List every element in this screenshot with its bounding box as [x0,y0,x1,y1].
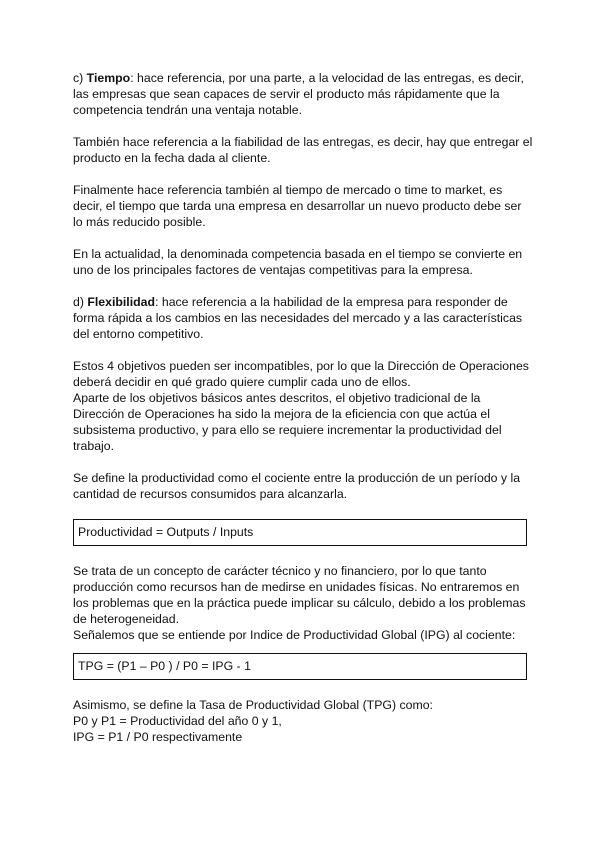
paragraph-ipg-def: IPG = P1 / P0 respectivamente [73,730,243,744]
formula-productividad-box [73,519,527,546]
formula-tpg: TPG = (P1 – P0 ) / P0 = IPG - 1 [78,659,251,673]
paragraph-fiabilidad: También hace referencia a la fiabilidad de las entregas, es decir, hay que entregar el producto en la fecha dada al cliente. [73,135,533,165]
flex-term: Flexibilidad [87,295,156,309]
paragraph-asimismo: Asimismo, se define la Tasa de Productividad Global (TPG) como: [73,698,433,712]
flex-text: : hace referencia a la habilidad de la empresa para responder de forma rápida a los cambios en las necesidades del mercado y a las características del entorno competitivo. [73,295,523,341]
formula-tpg-box [73,653,527,680]
formula-productividad: Productividad = Outputs / Inputs [78,525,254,539]
paragraph-tiempo [73,70,534,118]
paragraph-competencia: En la actualidad, la denominada competencia basada en el tiempo se convierte en uno de los principales factores de ventajas competitivas para la empresa. [73,247,523,277]
paragraph-time-to-market: Finalmente hace referencia también al tiempo de mercado o time to market, es decir, el tiempo que tarda una empresa en desarrollar un nuevo producto debe ser lo más reducido posible. [73,183,522,229]
tiempo-text: : hace referencia, por una parte, a la velocidad de las entregas, es decir, las empresas que sean capaces de servir el producto más rápidamente que la competencia tendrán una ventaja notable. [73,71,524,117]
paragraph-flexibilidad [73,294,534,342]
tiempo-term: Tiempo [86,71,131,85]
paragraph-objetivo-tradicional: Aparte de los objetivos básicos antes descritos, el objetivo tradicional de la Dirección de Operaciones ha sido la mejora de la eficiencia con que actúa el subsistema productivo, y para ello se requiere incrementar la productividad del trabajo. [73,391,502,453]
flex-prefix: d) [73,295,88,309]
paragraph-objetivos: Estos 4 objetivos pueden ser incompatibles, por lo que la Dirección de Operaciones deberá decidir en qué grado quiere cumplir cada uno de ellos. [73,359,529,389]
paragraph-p0-p1: P0 y P1 = Productividad del año 0 y 1, [73,714,282,728]
paragraph-define-productividad: Se define la productividad como el cociente entre la producción de un período y la cantidad de recursos consumidos para alcanzarla. [73,471,521,501]
paragraph-indice-ipg: Señalemos que se entiende por Indice de Productividad Global (IPG) al cociente: [73,628,516,642]
tiempo-prefix: c) [73,71,87,85]
paragraph-concepto-tecnico: Se trata de un concepto de carácter técnico y no financiero, por lo que tanto producción como recursos han de medirse en unidades físicas. No entraremos en los problemas que en la práctica puede implicar su cálculo, debido a los problemas de heterogeneidad. [73,564,526,626]
